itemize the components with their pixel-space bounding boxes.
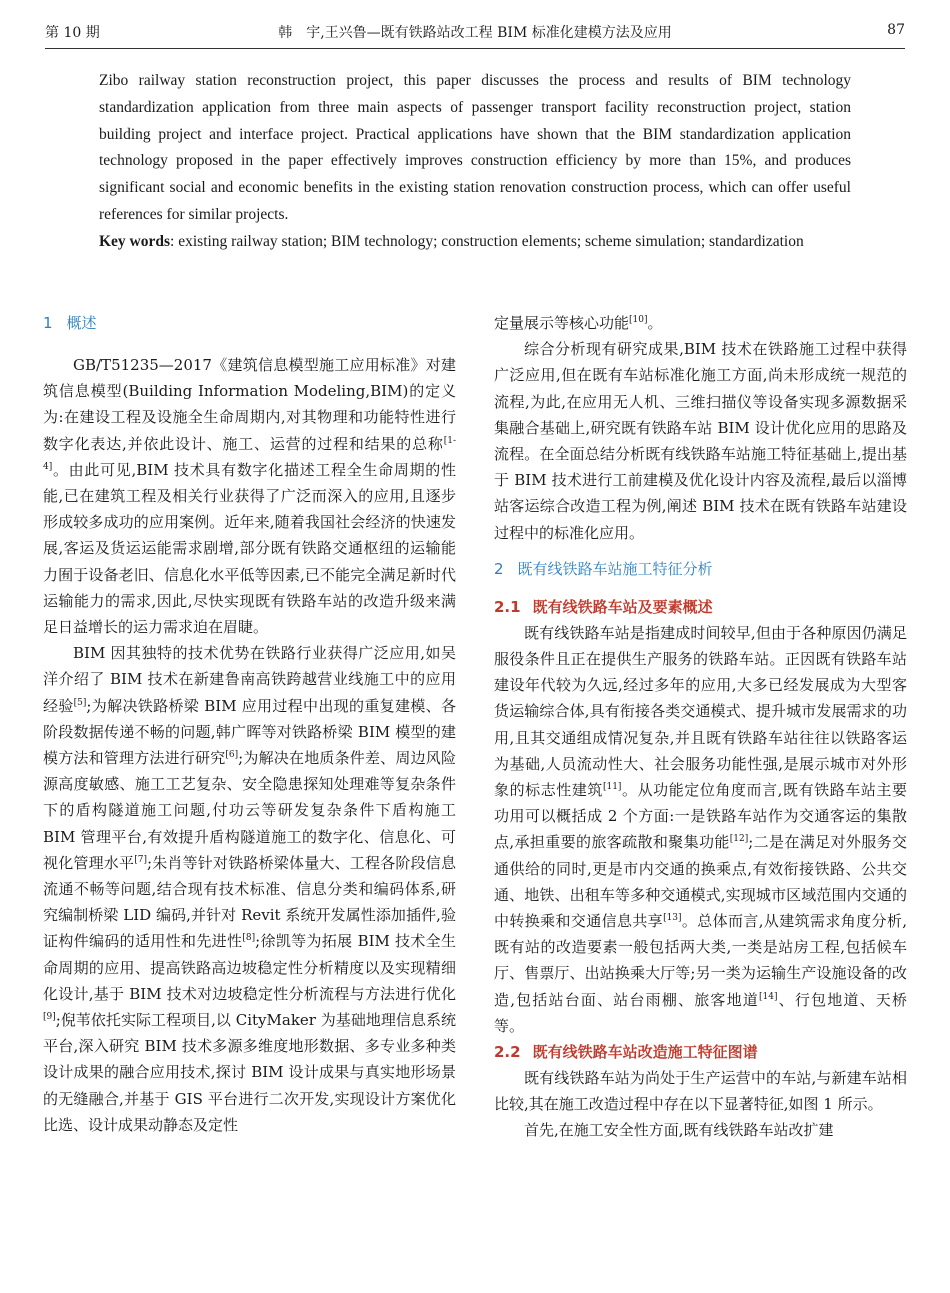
keywords-label: Key words xyxy=(99,232,171,250)
citation: [10] xyxy=(629,315,648,325)
citation: [8] xyxy=(242,933,256,944)
abstract-text: Zibo railway station reconstruction project, this paper discusses the process and results of BIM technology standardization application from three main aspects of passenger transport facility reconstruction project, station building project and interface project. Practical applications have shown that the BIM standardization application technology proposed in the paper effectively improves construction efficiency by more than 15%, and produces significant social and economic benefits in the existing station renovation construction process, which can offer useful references for similar projects. xyxy=(99,72,851,223)
section-2-title: 既有线铁路车站施工特征分析 xyxy=(517,559,713,578)
paragraph: GB/T51235—2017《建筑信息模型施工应用标准》对建筑信息模型(Building Information Modeling,BIM)的定义为:在建设工程及设施全生命周期内,对其物理和功能特性进行数字化表达,并依此设计、施工、运营的过程和结果的总称[1-4]。由此可见,BIM 技术具有数字化描述工程全生命周期的性能,已在建筑工程及相关行业获得了广泛而深入的应用,且逐步形成较多成功的应用案例。近年来,随着我国社会经济的快速发展,客运及货运运能需求剧增,部分既有铁路交通枢纽的运输能力囿于设备老旧、信息化水平低等因素,已不能完全满足新时代运输能力的需求,因此,尽快实现既有铁路车站的改造升级来满足日益增长的运力需求迫在眉睫。 xyxy=(43,356,456,637)
section-2-heading xyxy=(494,556,907,582)
section-2-2-title: 既有线铁路车站改造施工特征图谱 xyxy=(532,1043,758,1062)
citation: [11] xyxy=(602,782,622,793)
citation: [7] xyxy=(134,854,147,865)
citation: [9] xyxy=(43,1012,56,1023)
section-1-number: 1 xyxy=(43,314,53,332)
left-column xyxy=(43,310,456,1138)
section-1-title: 概述 xyxy=(66,314,97,332)
paragraph: 综合分析现有研究成果,BIM 技术在铁路施工过程中获得广泛应用,但在既有车站标准化施工方面,尚未形成统一规范的流程,为此,在应用无人机、三维扫描仪等设备实现多源数据采集融合基础上,研究既有铁路车站 BIM 设计优化应用的思路及流程。在全面总结分析既有线铁路车站施工特征基础上,提出基于 BIM 技术进行工前建模及优化设计内容及流程,最后以淄博站客运综合改造工程为例,阐述 BIM 技术在既有铁路车站建设过程中的标准化应用。 xyxy=(494,340,907,542)
citation: [6] xyxy=(225,750,239,761)
citation: [14] xyxy=(758,991,778,1002)
paragraph: BIM 因其独特的技术优势在铁路行业获得广泛应用,如吴洋介绍了 BIM 技术在新建鲁南高铁跨越营业线施工中的应用经验[5];为解决铁路桥梁 BIM 应用过程中出现的重复建模、各阶段数据传递不畅的问题,韩广晖等对铁路桥梁 BIM 模型的建模方法和管理方法进行研究[6];为解决在地质条件差、周边风险源高度敏感、施工工艺复杂、安全隐患探知处理难等复杂条件下的盾构隧道施工问题,付功云等研发复杂条件下盾构施工 BIM 管理平台,有效提升盾构隧道施工的数字化、信息化、可视化管理水平[7];朱肖等针对铁路桥梁体量大、工程各阶段信息流通不畅等问题,结合现有技术标准、信息分类和编码体系,研究编制桥梁 LID 编码,并针对 Revit 系统开发属性添加插件,验证构件编码的适用性和先进性[8];徐凯等为拓展 BIM 技术全生命周期的应用、提高铁路高边坡稳定性分析精度以及实现精细化设计,基于 BIM 技术对边坡稳定性分析流程与方法进行优化[9];倪苇依托实际工程项目,以 CityMaker 为基础地理信息系统平台,深入研究 BIM 技术多源多维度地形数据、多专业多种类设计成果的融合应用技术,探讨 BIM 设计成果与真实地形场景的无缝融合,并基于 GIS 平台进行二次开发,实现设计方案优化比选、设计成果动静态及定性 xyxy=(43,644,456,1134)
issue-number: 第 10 期 xyxy=(45,25,100,41)
citation: [13] xyxy=(663,913,682,924)
paragraph: 首先,在施工安全性方面,既有线铁路车站改扩建 xyxy=(524,1121,834,1140)
header-rule xyxy=(45,48,905,49)
paragraph: 既有线铁路车站是指建成时间较早,但由于各种原因仍满足服役条件且正在提供生产服务的铁路车站。正因既有铁路车站建设年代较为久远,经过多年的应用,大多已经发展成为大型客货运输综合体,具有衔接各类交通模式、提升城市发展需求的功用,且其交通组成情况复杂,并且既有铁路车站往往以铁路客运为基础,人员流动性大、社会服务功能性强,是展示城市对外形象的标志性建筑[11]。从功能定位角度而言,既有铁路车站主要功用可以概括成 2 个方面:一是铁路车站作为交通客运的集散点,承担重要的旅客疏散和聚集功能[12];二是在满足对外服务交通供给的同时,更是市内交通的换乘点,有效衔接铁路、公共交通、地铁、出租车等多种交通模式,实现城市区域范围内交通的中转换乘和交通信息共享[13]。总体而言,从建筑需求角度分析,既有站的改造要素一般包括两大类,一类是站房工程,包括候车厅、售票厅、出站换乘大厅等;另一类为运输生产设施设备的改造,包括站台面、站台雨棚、旅客地道[14]、行包地道、天桥等。 xyxy=(494,623,907,1035)
section-2-1-title: 既有线铁路车站及要素概述 xyxy=(532,597,713,616)
right-column xyxy=(494,310,907,1144)
keywords-text: : existing railway station; BIM technology; construction elements; scheme simulation; standardization xyxy=(170,232,804,250)
citation: [5] xyxy=(73,697,87,708)
section-2-2-heading xyxy=(494,1039,907,1065)
citation: [1-4] xyxy=(43,435,456,472)
section-1-heading xyxy=(43,310,456,336)
keywords xyxy=(99,229,851,256)
section-2-1-number: 2.1 xyxy=(494,597,521,616)
page-number: 87 xyxy=(887,22,905,38)
citation: [12] xyxy=(729,834,749,845)
paragraph: 定量展示等核心功能[10]。 xyxy=(494,314,663,332)
section-2-number: 2 xyxy=(494,559,504,578)
english-abstract xyxy=(99,68,851,256)
running-title: 韩 宇,王兴鲁—既有铁路站改工程 BIM 标准化建模方法及应用 xyxy=(278,25,672,41)
section-2-2-number: 2.2 xyxy=(494,1043,521,1062)
paragraph: 既有线铁路车站为尚处于生产运营中的车站,与新建车站相比较,其在施工改造过程中存在以下显著特征,如图 1 所示。 xyxy=(494,1069,907,1114)
page-header xyxy=(45,22,905,46)
section-2-1-heading xyxy=(494,594,907,620)
